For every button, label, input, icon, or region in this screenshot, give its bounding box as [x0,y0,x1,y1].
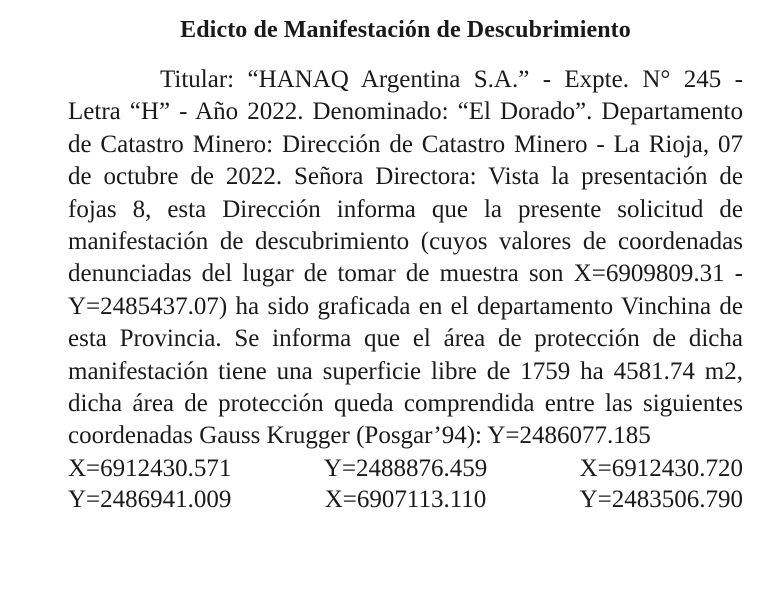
edict-document [68,14,743,516]
coordinate-row [68,453,743,485]
coordinate-value: X=6912430.571 [68,454,232,482]
coordinate-value: Y=2483506.790 [579,486,743,514]
coordinate-value: Y=2486941.009 [68,486,232,514]
coordinate-value: Y=2488876.459 [323,454,488,482]
coordinate-value: X=6907113.110 [324,486,487,514]
document-title: Edicto de Manifestación de Descubrimiento [180,17,631,43]
document-body: Titular: “HANAQ Argentina S.A.” - Expte. N° 245 - Letra “H” - Año 2022. Denominado: “El Dorado”. Departamento de Catastro Minero: Dirección de Catastro Minero - La Rioja, 07 de octubre de 2022. Señora Directora: Vista la presentación de fojas 8, esta Dirección informa que la presente solicitud de manifestación de descubrimiento (cuyos valores de coordenadas denunciadas del lugar de tomar de muestra son X=6909809.31 - Y=2485437.07) ha sido graficada en el departamento Vinchina de esta Provincia. Se informa que el área de protección de dicha manifestación tiene una superficie libre de 1759 ha 4581.74 m2, dicha área de protección queda comprendida entre las siguientes coordenadas Gauss Krugger (Posgar’94): Y=2486077.185 [68,66,743,450]
coordinate-value: X=6912430.720 [579,454,743,482]
coordinate-row [68,484,743,516]
